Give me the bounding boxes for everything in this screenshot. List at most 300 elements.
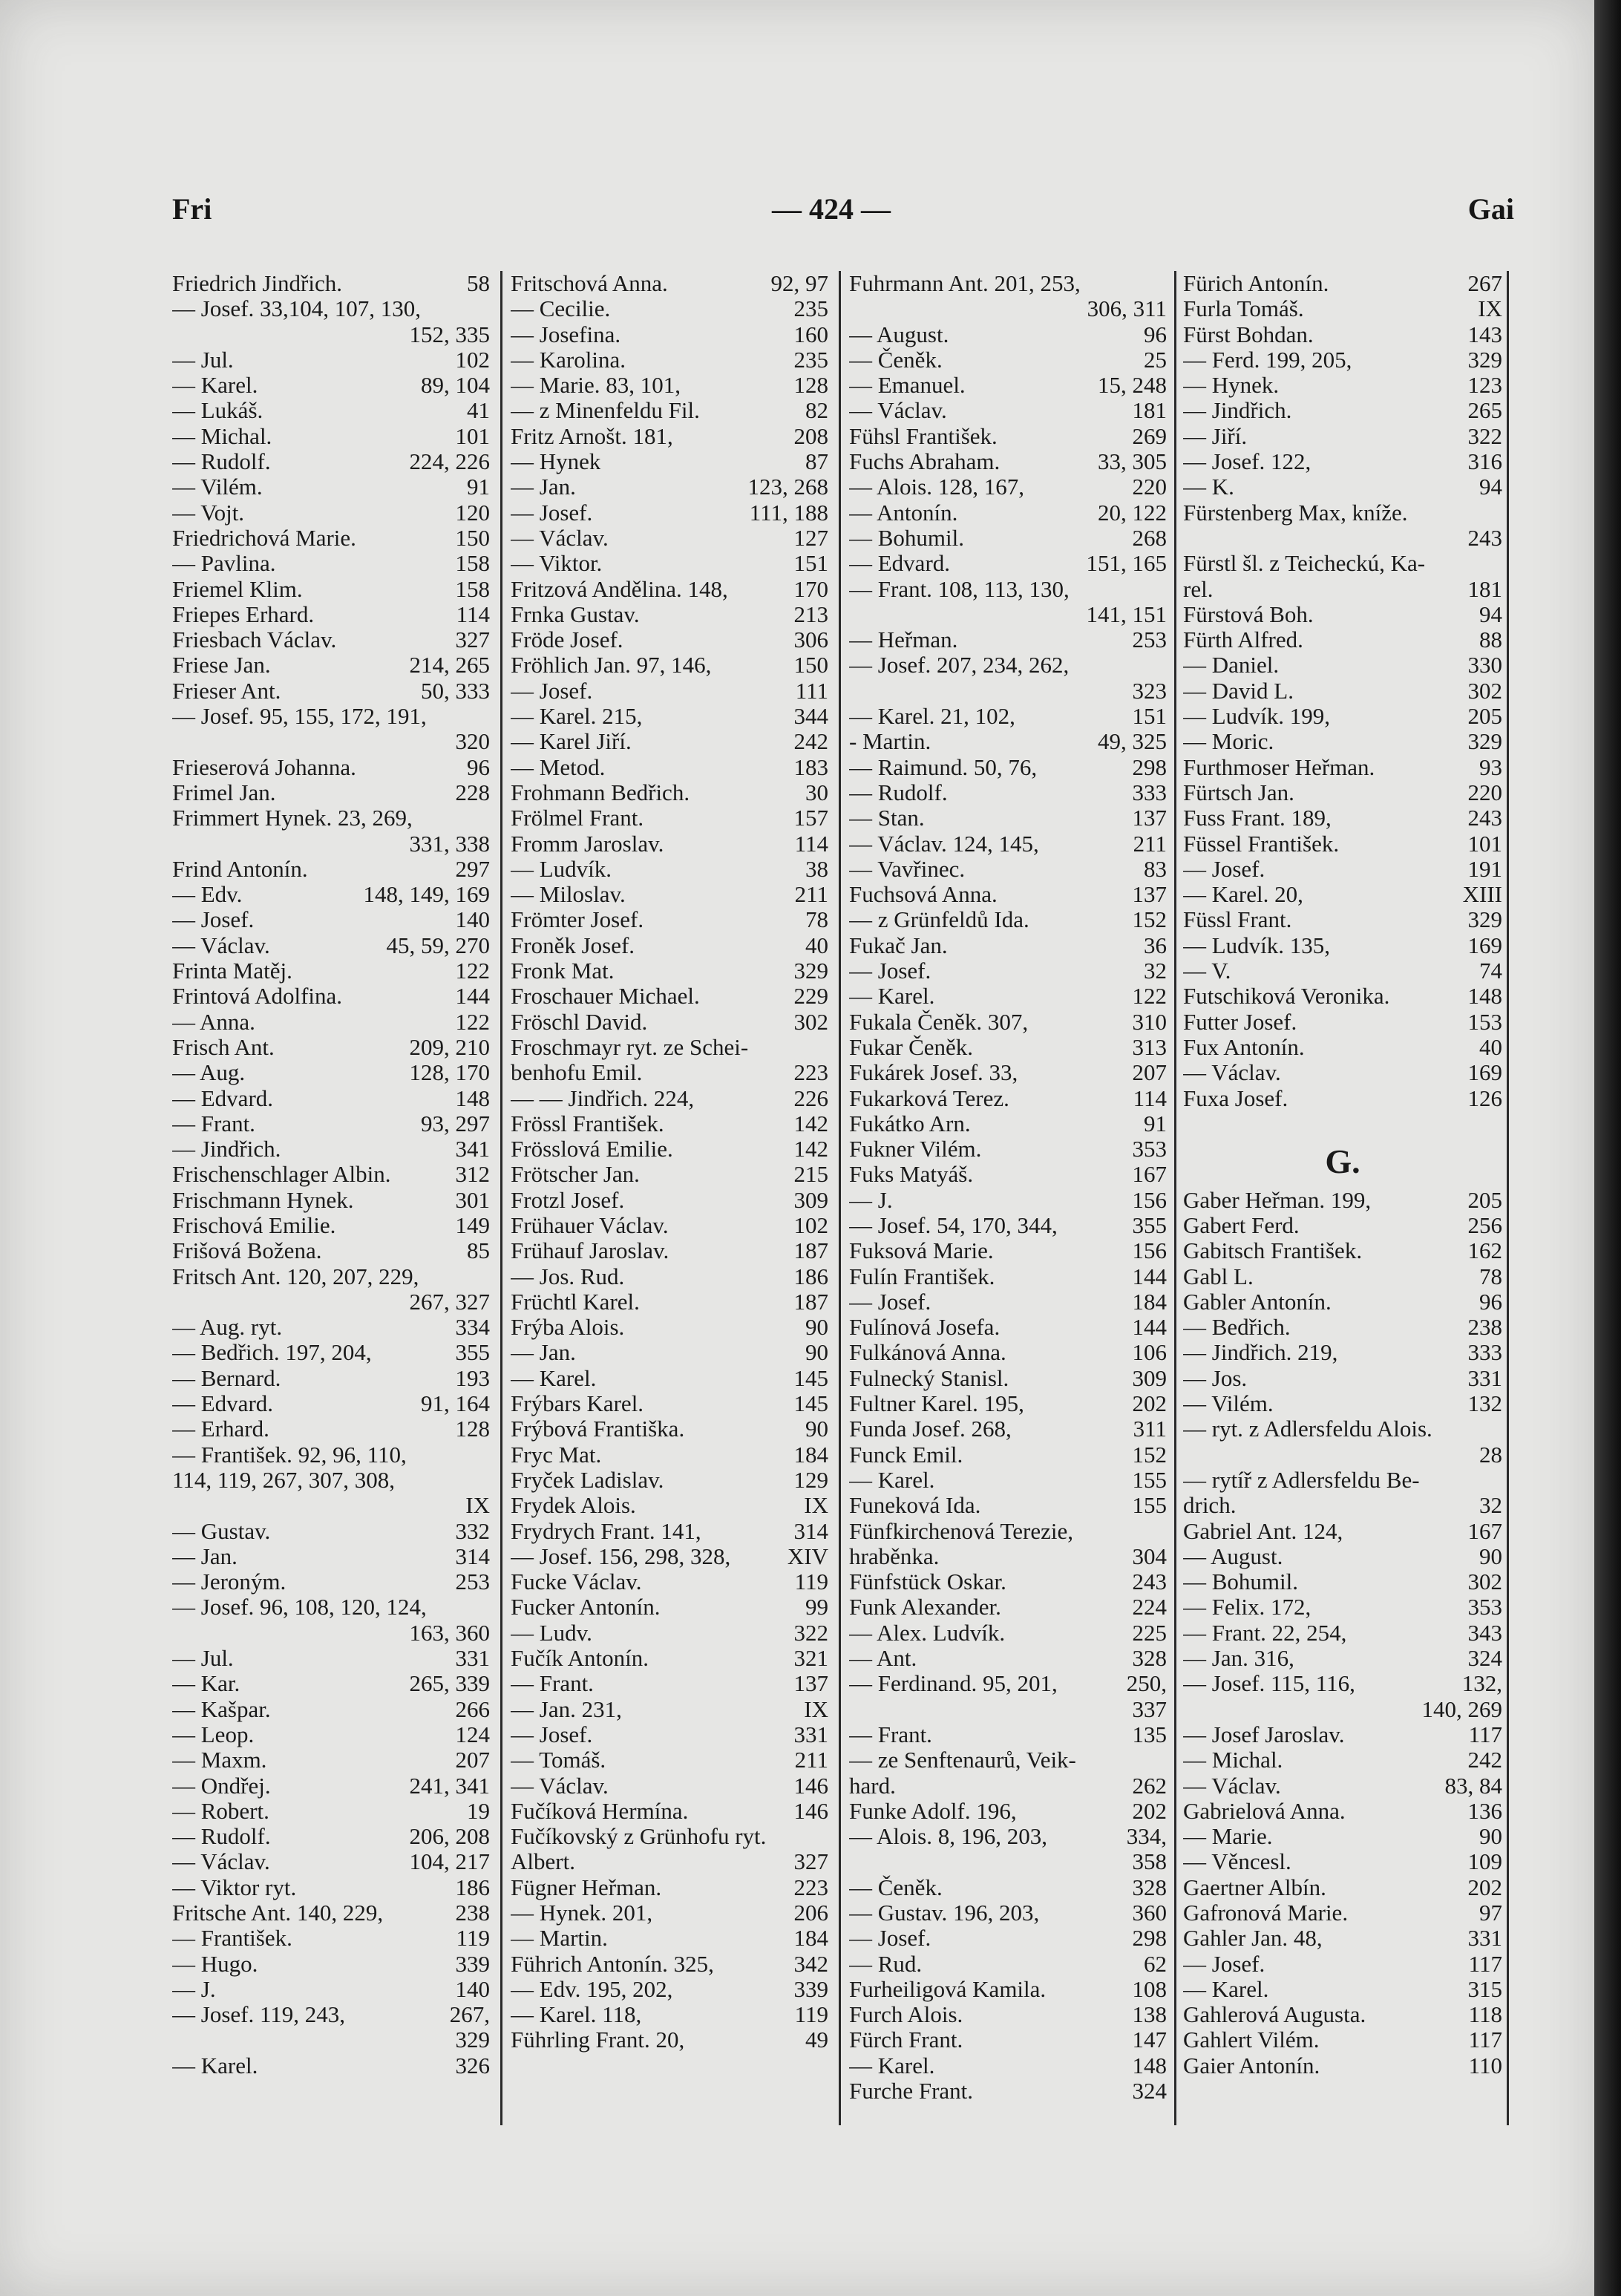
entry-name: — Rudolf.	[849, 779, 948, 805]
entry-pages: 32	[1144, 958, 1167, 984]
entry-pages: 253	[455, 1569, 490, 1595]
entry-name: G.	[1325, 1142, 1360, 1181]
entry-pages: 110	[1468, 2053, 1502, 2078]
entry-pages: 111	[795, 678, 828, 704]
entry-name: — Alex. Ludvík.	[849, 1620, 1006, 1646]
index-entry	[1183, 398, 1502, 423]
entry-name: — Josef. 54, 170, 344,	[849, 1212, 1058, 1238]
entry-pages: 298	[1132, 754, 1167, 780]
entry-pages: 83	[1144, 856, 1167, 882]
entry-pages: 109	[1467, 1849, 1502, 1875]
entry-name: Funck Emil.	[849, 1442, 963, 1468]
index-entry	[1183, 1391, 1502, 1416]
index-entry	[849, 755, 1167, 780]
entry-name: Führich Antonín. 325,	[511, 1951, 714, 1977]
entry-name: — Jul.	[172, 347, 234, 373]
entry-name: — Josef. 119, 243,	[172, 2002, 346, 2028]
entry-name: — Ferdinand. 95, 201,	[849, 1671, 1058, 1697]
entry-pages: 311	[1133, 1416, 1167, 1442]
entry-name: Fuxa Josef.	[1183, 1085, 1288, 1111]
index-entry	[172, 1799, 490, 1824]
entry-name: — Čeněk.	[849, 347, 943, 373]
index-entry	[1183, 1722, 1502, 1747]
entry-name: — Karel. 20,	[1183, 882, 1303, 908]
index-entry	[1183, 1952, 1502, 1977]
index-entry	[849, 1391, 1167, 1416]
index-entry	[1183, 373, 1502, 398]
entry-name: — Václav. 124, 145,	[849, 831, 1039, 857]
entry-name: — V.	[1183, 958, 1231, 984]
entry-name: — Hynek.	[1183, 373, 1280, 399]
entry-pages	[1161, 1519, 1167, 1544]
index-entry	[511, 1544, 828, 1569]
index-entry	[849, 1595, 1167, 1620]
entry-pages: 157	[793, 805, 828, 831]
index-entry	[172, 1697, 490, 1722]
entry-pages: 313	[1132, 1034, 1167, 1060]
index-entry	[511, 1213, 828, 1238]
entry-name: — Josef Jaroslav.	[1183, 1721, 1345, 1747]
entry-pages: 96	[1144, 321, 1167, 347]
index-entry	[849, 1799, 1167, 1824]
entry-name: — Václav.	[1183, 1773, 1281, 1799]
entry-name: Fünfstück Oskar.	[849, 1569, 1006, 1595]
entry-pages: 96	[1479, 1289, 1502, 1315]
entry-pages: 155	[1132, 1467, 1167, 1493]
index-entry	[849, 704, 1167, 729]
entry-pages: 90	[805, 1340, 828, 1366]
index-entry	[172, 933, 490, 958]
index-entry	[172, 653, 490, 678]
index-entry	[849, 296, 1167, 321]
entry-name: — Marie.	[1183, 1824, 1273, 1850]
entry-name: Gahlert Vilém.	[1183, 2027, 1320, 2053]
index-entry	[1183, 907, 1502, 932]
entry-name: — Martin.	[511, 1926, 608, 1952]
index-entry	[172, 1824, 490, 1849]
index-entry	[1183, 1315, 1502, 1340]
entry-name: Gaertner Albín.	[1183, 1874, 1326, 1900]
entry-name: — Erhard.	[172, 1416, 269, 1442]
index-entry	[849, 1442, 1167, 1468]
index-entry	[511, 1188, 828, 1213]
entry-pages: 327	[793, 1849, 828, 1875]
index-entry	[172, 526, 490, 551]
entry-pages: 329	[1467, 729, 1502, 755]
entry-name: Füssel František.	[1183, 831, 1340, 857]
entry-pages: 94	[1479, 474, 1502, 500]
entry-name: — Frant.	[172, 1111, 255, 1136]
entry-pages: 229	[793, 984, 828, 1010]
entry-name: Frinta Matěj.	[172, 958, 292, 984]
entry-pages: 138	[1132, 2002, 1167, 2028]
entry-name: Fuhrmann Ant. 201, 253,	[849, 271, 1081, 296]
index-entry	[849, 424, 1167, 449]
entry-name: Frömter Josef.	[511, 907, 644, 933]
index-entry	[1183, 1086, 1502, 1111]
entry-pages: 114	[1133, 1085, 1167, 1111]
entry-name: — Daniel.	[1183, 653, 1280, 678]
entry-name: — David L.	[1183, 678, 1294, 704]
entry-pages: 184	[793, 1442, 828, 1468]
entry-pages	[484, 1468, 490, 1493]
entry-pages: 97	[1479, 1900, 1502, 1926]
entry-name: — Edvard.	[172, 1085, 274, 1111]
entry-pages: 186	[455, 1874, 490, 1900]
entry-name: — Rud.	[849, 1951, 923, 1977]
entry-pages: IX	[804, 1493, 828, 1519]
column-divider	[1507, 271, 1509, 2125]
index-entry	[172, 449, 490, 474]
index-entry	[849, 1493, 1167, 1518]
entry-name: — Rudolf.	[172, 1824, 271, 1850]
entry-name: Fuchsová Anna.	[849, 882, 998, 908]
entry-name: — Jeroným.	[172, 1569, 286, 1595]
index-entry	[1183, 1010, 1502, 1035]
entry-name: Fryc Mat.	[511, 1442, 602, 1468]
entry-name: — Frant.	[511, 1671, 594, 1697]
index-entry	[511, 424, 828, 449]
entry-pages: 128, 170	[409, 1060, 490, 1086]
index-entry	[1183, 577, 1502, 602]
entry-name: — Josef. 156, 298, 328,	[511, 1543, 731, 1569]
entry-name: Fulnecký Stanisl.	[849, 1365, 1009, 1391]
index-entry	[1183, 627, 1502, 653]
entry-pages	[484, 1264, 490, 1289]
entry-name: — Stan.	[849, 805, 925, 831]
entry-name: Fucker Antonín.	[511, 1595, 661, 1620]
entry-pages	[484, 704, 490, 729]
index-entry	[849, 1060, 1167, 1085]
entry-name: — Václav.	[1183, 1060, 1281, 1086]
index-entry	[511, 1849, 828, 1874]
index-entry	[172, 474, 490, 500]
index-entry	[1183, 551, 1502, 576]
entry-name: — Ludvík. 199,	[1183, 704, 1331, 730]
entry-name: — August.	[1183, 1543, 1283, 1569]
index-entry	[849, 500, 1167, 526]
entry-pages: 183	[793, 754, 828, 780]
entry-name: Furheiligová Kamila.	[849, 1976, 1047, 2002]
entry-pages: 208	[793, 423, 828, 449]
entry-name: — Anna.	[172, 1009, 255, 1035]
entry-pages: 83, 84	[1444, 1773, 1502, 1799]
index-entry	[511, 1875, 828, 1900]
entry-pages	[1161, 1747, 1167, 1773]
index-entry	[511, 1671, 828, 1696]
index-entry	[172, 1264, 490, 1289]
entry-name: — Václav.	[172, 932, 270, 958]
index-entry	[511, 1136, 828, 1162]
entry-pages: 324	[1467, 1646, 1502, 1672]
entry-pages: 122	[455, 1009, 490, 1035]
entry-name: — Karel Jiří.	[511, 729, 632, 755]
entry-pages: 207	[455, 1747, 490, 1773]
index-entry	[849, 984, 1167, 1009]
index-entry	[849, 271, 1167, 296]
entry-pages: 309	[1132, 1365, 1167, 1391]
index-entry	[849, 882, 1167, 907]
entry-pages: 141, 151	[1086, 601, 1167, 627]
index-entry	[511, 984, 828, 1009]
entry-pages: 118	[1468, 2002, 1502, 2028]
entry-name: — J.	[172, 1976, 216, 2002]
entry-name: — Kar.	[172, 1671, 240, 1697]
index-entry	[1183, 1697, 1502, 1722]
index-entry	[849, 2053, 1167, 2078]
entry-name: Furch Alois.	[849, 2002, 963, 2028]
entry-name: — Raimund. 50, 76,	[849, 754, 1038, 780]
index-entry	[511, 1416, 828, 1442]
entry-pages: 334	[455, 1315, 490, 1341]
entry-pages: 119	[456, 1926, 490, 1952]
entry-pages: 202	[1467, 1874, 1502, 1900]
entry-name: Fulkánová Anna.	[849, 1340, 1006, 1366]
entry-pages: 117	[1468, 2027, 1502, 2053]
entry-pages: 226	[793, 1085, 828, 1111]
index-entry	[849, 1366, 1167, 1391]
index-entry	[1183, 857, 1502, 882]
entry-name: Furche Frant.	[849, 2078, 974, 2104]
entry-pages: 137	[1132, 882, 1167, 908]
index-entry	[849, 1416, 1167, 1442]
entry-pages: 137	[1132, 805, 1167, 831]
entry-pages: 162	[1467, 1238, 1502, 1264]
index-entry	[172, 780, 490, 805]
entry-name: Frimel Jan.	[172, 779, 276, 805]
index-entry	[849, 449, 1167, 474]
entry-pages: 334,	[1126, 1824, 1167, 1850]
index-entry	[511, 500, 828, 526]
index-entry	[172, 1188, 490, 1213]
entry-pages: 152, 335	[409, 321, 490, 347]
entry-name: — Ludvík. 135,	[1183, 932, 1331, 958]
entry-name: — Miloslav.	[511, 882, 626, 908]
index-entry	[172, 831, 490, 857]
entry-pages: 120	[455, 500, 490, 526]
entry-pages: 243	[1132, 1569, 1167, 1595]
index-entry	[1183, 296, 1502, 321]
entry-pages: 128	[455, 1416, 490, 1442]
entry-pages: 150	[793, 653, 828, 678]
entry-pages: 148	[1132, 2053, 1167, 2078]
entry-name: Gabriel Ant. 124,	[1183, 1518, 1343, 1544]
entry-name: Frölmel Frant.	[511, 805, 644, 831]
entry-name: — Josef. 122,	[1183, 449, 1311, 475]
entry-pages: 129	[793, 1467, 828, 1493]
index-entry	[172, 1900, 490, 1926]
index-entry	[1183, 805, 1502, 831]
entry-pages: 144	[1132, 1263, 1167, 1289]
entry-name: Gabert Ferd.	[1183, 1212, 1300, 1238]
entry-pages: 358	[1132, 1849, 1167, 1875]
entry-name: — Bernard.	[172, 1365, 281, 1391]
entry-name: — Josef. 207, 234, 262,	[849, 653, 1070, 678]
entry-pages: 223	[793, 1874, 828, 1900]
entry-pages: 298	[1132, 1926, 1167, 1952]
entry-name: Funda Josef. 268,	[849, 1416, 1012, 1442]
index-entry	[511, 1722, 828, 1747]
entry-name: — Vilém.	[172, 474, 263, 500]
index-entry	[1183, 1849, 1502, 1874]
entry-pages: 153	[1467, 1009, 1502, 1035]
index-entry	[172, 551, 490, 576]
index-entry	[1183, 1519, 1502, 1544]
entry-pages: 267,	[449, 2002, 490, 2028]
entry-pages: 224, 226	[409, 449, 490, 475]
index-entry	[849, 907, 1167, 932]
entry-pages: 28	[1479, 1442, 1502, 1468]
index-entry	[172, 958, 490, 984]
entry-name: — Felix. 172,	[1183, 1595, 1311, 1620]
entry-pages: 114	[794, 831, 828, 857]
entry-pages: 41	[467, 398, 490, 424]
entry-name: — Jos. Rud.	[511, 1263, 625, 1289]
index-entry	[172, 1010, 490, 1035]
entry-pages: 91, 164	[421, 1391, 490, 1417]
index-entry	[1183, 1926, 1502, 1951]
entry-name: Fuchs Abraham.	[849, 449, 1001, 475]
entry-pages: 102	[793, 1212, 828, 1238]
index-entry	[849, 1238, 1167, 1263]
index-entry	[172, 296, 490, 321]
entry-name: — Karel. 215,	[511, 704, 643, 730]
index-entry	[172, 805, 490, 831]
index-entry	[511, 933, 828, 958]
entry-pages: 181	[1132, 398, 1167, 424]
index-entry	[511, 271, 828, 296]
entry-name: — Leop.	[172, 1721, 255, 1747]
entry-pages: 82	[805, 398, 828, 424]
entry-name: Frotzl Josef.	[511, 1187, 625, 1213]
entry-name: Fuksová Marie.	[849, 1238, 994, 1264]
index-entry	[1183, 1238, 1502, 1263]
entry-pages: XIV	[787, 1543, 828, 1569]
entry-pages: 302	[793, 1009, 828, 1035]
index-entry	[511, 1926, 828, 1951]
entry-name: — Jan. 231,	[511, 1696, 622, 1722]
entry-name: Fühsl František.	[849, 423, 998, 449]
entry-name: Fukač Jan.	[849, 932, 948, 958]
entry-name: Fritschová Anna.	[511, 271, 668, 296]
index-entry	[172, 984, 490, 1009]
index-entry	[172, 627, 490, 653]
index-entry	[849, 1468, 1167, 1493]
index-entry	[1183, 1035, 1502, 1060]
entry-pages: 268	[1132, 525, 1167, 551]
entry-name: — Karolina.	[511, 347, 626, 373]
entry-name: — Václav.	[849, 398, 947, 424]
index-entry	[1183, 1977, 1502, 2002]
entry-pages: 158	[455, 576, 490, 602]
index-entry	[849, 1315, 1167, 1340]
entry-name: Frischmann Hynek.	[172, 1187, 354, 1213]
entry-name: — Maxm.	[172, 1747, 267, 1773]
index-entry	[511, 1366, 828, 1391]
entry-name: — Jindřich.	[1183, 398, 1292, 424]
index-entry	[172, 577, 490, 602]
index-entry	[1183, 1264, 1502, 1289]
entry-name: — Bedřich. 197, 204,	[172, 1340, 372, 1366]
index-entry	[849, 1900, 1167, 1926]
index-entry	[511, 831, 828, 857]
index-entry	[849, 2078, 1167, 2104]
index-entry	[849, 1519, 1167, 1544]
index-entry	[849, 1671, 1167, 1696]
index-entry	[849, 602, 1167, 627]
entry-pages: 40	[1479, 1034, 1502, 1060]
spacer	[1183, 1111, 1502, 1136]
entry-name: Gaier Antonín.	[1183, 2053, 1320, 2078]
entry-name: Gabler Antonín.	[1183, 1289, 1332, 1315]
entry-pages: 187	[793, 1289, 828, 1315]
index-entry	[511, 1340, 828, 1365]
index-entry	[511, 958, 828, 984]
entry-pages: 136	[1467, 1798, 1502, 1824]
entry-pages: 329	[793, 958, 828, 984]
entry-pages: 206, 208	[409, 1824, 490, 1850]
index-entry	[172, 373, 490, 398]
index-entry	[849, 373, 1167, 398]
entry-name: — Josef.	[172, 907, 255, 933]
index-entry	[172, 1035, 490, 1060]
index-entry	[511, 296, 828, 321]
entry-pages: 253	[1132, 627, 1167, 653]
entry-name: — Věncesl.	[1183, 1849, 1291, 1875]
entry-name: — J.	[849, 1187, 893, 1213]
entry-name: Fünfkirchenová Terezie,	[849, 1518, 1073, 1544]
index-entry	[172, 1722, 490, 1747]
entry-name: Gabl L.	[1183, 1263, 1254, 1289]
entry-pages: IX	[1478, 296, 1502, 322]
entry-pages: 224	[1132, 1595, 1167, 1620]
entry-pages: 20, 122	[1098, 500, 1167, 526]
index-entry	[511, 398, 828, 423]
entry-pages: 321	[793, 1646, 828, 1672]
entry-pages: 108	[1132, 1976, 1167, 2002]
entry-pages: 123, 268	[747, 474, 828, 500]
entry-pages: 145	[793, 1365, 828, 1391]
entry-name: — Josef. 96, 108, 120, 124,	[172, 1595, 427, 1620]
entry-pages: 36	[1144, 932, 1167, 958]
entry-name: Fürstl šl. z Teicheckú, Ka-	[1183, 551, 1426, 577]
entry-pages: 127	[793, 525, 828, 551]
entry-pages: 256	[1467, 1212, 1502, 1238]
entry-pages: 211	[794, 882, 828, 908]
entry-pages: 322	[1467, 423, 1502, 449]
entry-pages: 329	[1467, 907, 1502, 933]
entry-pages: 250,	[1126, 1671, 1167, 1697]
index-entry	[172, 1952, 490, 1977]
index-entry	[1183, 1671, 1502, 1696]
entry-pages: 193	[455, 1365, 490, 1391]
index-entry	[511, 1060, 828, 1085]
entry-pages: 62	[1144, 1951, 1167, 1977]
entry-name: Fukarková Terez.	[849, 1085, 1009, 1111]
entry-pages: 331	[1467, 1926, 1502, 1952]
entry-pages: 140, 269	[1421, 1696, 1502, 1722]
index-entry	[1183, 1900, 1502, 1926]
entry-name: — — Jindřich. 224,	[511, 1085, 695, 1111]
entry-name: — Josef.	[1183, 1951, 1265, 1977]
entry-pages: 320	[455, 729, 490, 755]
index-entry	[511, 1289, 828, 1315]
entry-name: Fröschl David.	[511, 1009, 648, 1035]
index-entry	[511, 678, 828, 704]
entry-pages: 87	[805, 449, 828, 475]
entry-name: — rytíř z Adlersfeldu Be-	[1183, 1467, 1420, 1493]
index-entry	[511, 1824, 828, 1849]
